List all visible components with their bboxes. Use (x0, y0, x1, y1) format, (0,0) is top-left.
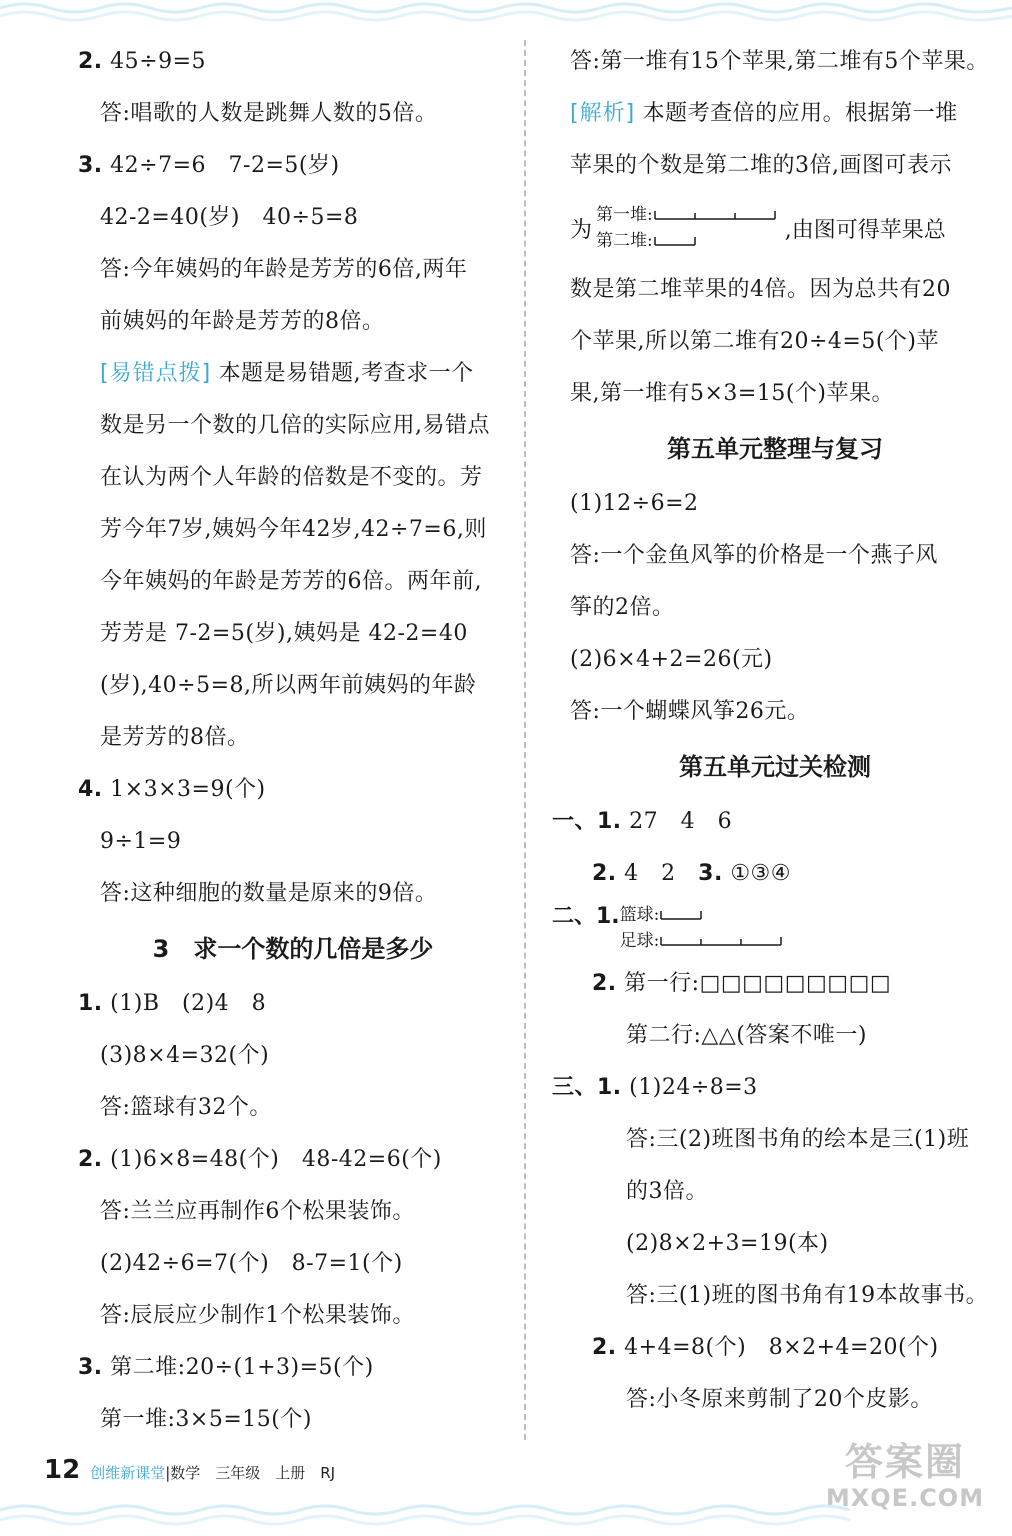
diagram-row (620, 902, 784, 928)
segment-bar-basketball (659, 907, 703, 923)
answer-line: 答:兰兰应再制作6个松果装饰。 (100, 1199, 415, 1224)
answer-line (78, 1134, 508, 1186)
column-divider (524, 40, 526, 1440)
answer-line: 筝的2倍。 (570, 595, 675, 620)
question-number: 2. (78, 49, 103, 74)
explanation-line: 在认为两个人年龄的倍数是不变的。芳 (100, 465, 483, 490)
answer-line: 答:第一堆有15个苹果,第二堆有5个苹果。 (570, 49, 989, 74)
answer-line (570, 848, 980, 900)
right-column (552, 36, 989, 1426)
explanation-line (78, 348, 508, 400)
answer-line: (2)8×2+3=19(本) (626, 1231, 829, 1256)
diagram-suffix: ,由图可得苹果总 (784, 217, 946, 243)
answer-line (570, 1322, 980, 1374)
question-number: 4. (78, 777, 103, 802)
answer-line: 42-2=40(岁) 40÷5=8 (100, 205, 359, 230)
answer-line (552, 1062, 980, 1114)
segment-diagram (620, 902, 784, 958)
answer-line: 第一堆:3×5=15(个) (100, 1407, 312, 1432)
answer-line: 答:一个蝴蝶风筝26元。 (570, 699, 810, 724)
bottom-wave-border (0, 1496, 1012, 1536)
apple-diagram-line (570, 192, 980, 264)
ball-diagram-line (552, 900, 980, 958)
diagram-row (596, 202, 777, 228)
explanation-line: 苹果的个数是第二堆的3倍,画图可表示 (570, 153, 952, 178)
explanation-line: 是芳芳的8倍。 (100, 725, 250, 750)
book-meta: |数学 三年级 上册 RJ (165, 1464, 336, 1482)
question-number: 3. (698, 861, 723, 886)
diagram-label: 第二堆: (596, 231, 653, 251)
segment-diagram (596, 202, 777, 254)
question-number: 1. (78, 991, 103, 1016)
answer-line (570, 958, 980, 1010)
answer-text: 第二堆:20÷(1+3)=5(个) (102, 1355, 374, 1380)
answer-text: 4 2 (616, 861, 699, 886)
diagram-label: 足球: (619, 931, 660, 951)
answer-line (78, 764, 508, 816)
answer-line: 答:唱歌的人数是跳舞人数的5倍。 (100, 101, 438, 126)
diagram-prefix: 为 (570, 217, 593, 243)
answer-line: 9÷1=9 (100, 829, 182, 854)
answer-text: 27 4 6 (621, 809, 733, 834)
explanation-line: 芳今年7岁,姨妈今年42岁,42÷7=6,则 (100, 517, 487, 542)
answer-text: 42÷7=6 7-2=5(岁) (102, 153, 340, 178)
answer-line (78, 36, 508, 88)
question-number: 2. (78, 1147, 103, 1172)
answer-text: 第一行:□□□□□□□□□ (616, 971, 892, 996)
answer-line: (2)42÷6=7(个) 8-7=1(个) (100, 1251, 403, 1276)
explanation-line (570, 88, 980, 140)
answer-line (78, 1342, 508, 1394)
watermark-top: 答案圈 (844, 1440, 965, 1484)
answer-text: 4+4=8(个) 8×2+4=20(个) (616, 1335, 939, 1360)
answer-line: 答:三(2)班图书角的绘本是三(1)班 (626, 1127, 970, 1152)
question-number: 一、1. (552, 809, 622, 834)
question-number: 二、1. (552, 904, 620, 929)
section-heading: 第五单元过关检测 (679, 753, 871, 781)
question-number: 2. (592, 971, 617, 996)
question-number: 3. (78, 153, 103, 178)
explanation-text: 本题考查倍的应用。根据第一堆 (635, 101, 958, 126)
top-wave-border (0, 0, 1012, 26)
error-tip-tag: [易错点拨] (100, 361, 212, 386)
explanation-line: 今年姨妈的年龄是芳芳的6倍。两年前, (100, 569, 482, 594)
answer-line: (2)6×4+2=26(元) (570, 647, 773, 672)
section-heading: 3 求一个数的几倍是多少 (152, 935, 434, 963)
answer-line (552, 796, 980, 848)
answer-line: 答:篮球有32个。 (100, 1095, 272, 1120)
analysis-tag: [解析] (570, 101, 636, 126)
answer-line: 答:三(1)班的图书角有19本故事书。 (626, 1283, 989, 1308)
answer-text: 1×3×3=9(个) (102, 777, 266, 802)
explanation-line: 个苹果,所以第二堆有20÷4=5(个)苹 (570, 329, 940, 354)
explanation-line: 数是第二堆苹果的4倍。因为总共有20 (570, 277, 951, 302)
answer-line: (3)8×4=32(个) (100, 1043, 270, 1068)
question-number: 2. (592, 861, 617, 886)
watermark-bottom: MXQE.COM (825, 1484, 985, 1512)
section-heading: 第五单元整理与复习 (667, 435, 883, 463)
explanation-line: 芳芳是 7-2=5(岁),姨妈是 42-2=40 (100, 621, 468, 646)
answer-line: 答:这种细胞的数量是原来的9倍。 (100, 881, 438, 906)
diagram-label: 篮球: (619, 905, 660, 925)
question-number: 2. (592, 1335, 617, 1360)
diagram-label: 第一堆: (596, 205, 653, 225)
diagram-row (620, 928, 784, 954)
answer-text: (1)B (2)4 8 (102, 991, 267, 1016)
answer-line (78, 978, 508, 1030)
answer-line: 答:今年姨妈的年龄是芳芳的6倍,两年 (100, 257, 468, 282)
answer-line: 前姨妈的年龄是芳芳的8倍。 (100, 309, 385, 334)
question-number: 三、1. (552, 1075, 622, 1100)
answer-text: ①③④ (722, 861, 792, 886)
page-footer (44, 1454, 335, 1484)
question-number: 3. (78, 1355, 103, 1380)
left-column (78, 36, 508, 1446)
answer-line: (1)12÷6=2 (570, 491, 699, 516)
segment-bar-first (653, 207, 777, 223)
answer-line (78, 140, 508, 192)
segment-bar-football (659, 933, 783, 949)
answer-text: (1)24÷8=3 (621, 1075, 758, 1100)
answer-line: 的3倍。 (626, 1179, 708, 1204)
explanation-line: (岁),40÷5=8,所以两年前姨妈的年龄 (100, 673, 477, 698)
explanation-text: 本题是易错题,考查求一个 (211, 361, 474, 386)
answer-line: 答:一个金鱼风筝的价格是一个燕子风 (570, 543, 938, 568)
explanation-line: 果,第一堆有5×3=15(个)苹果。 (570, 381, 895, 406)
answer-text: (1)6×8=48(个) 48-42=6(个) (102, 1147, 442, 1172)
answer-line: 第二行:△△(答案不唯一) (626, 1023, 867, 1048)
diagram-row (596, 228, 777, 254)
segment-bar-second (653, 233, 697, 249)
brand-name: 创维新课堂 (90, 1464, 166, 1482)
explanation-line: 数是另一个数的几倍的实际应用,易错点 (100, 413, 490, 438)
answer-line: 答:辰辰应少制作1个松果装饰。 (100, 1303, 415, 1328)
answer-line: 答:小冬原来剪制了20个皮影。 (626, 1387, 933, 1412)
answer-text: 45÷9=5 (102, 49, 207, 74)
page-number: 12 (44, 1455, 81, 1485)
